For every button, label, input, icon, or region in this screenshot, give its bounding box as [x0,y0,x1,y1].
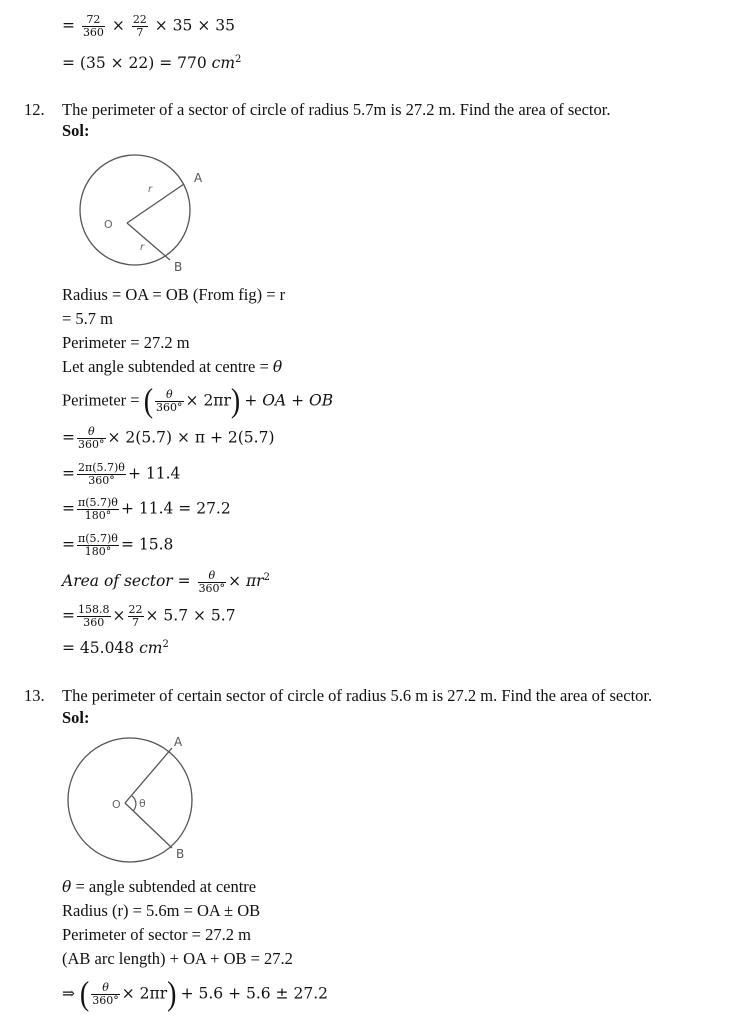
question-number-13: 13. [24,686,45,705]
label-b: B [176,847,185,861]
exponent: 2 [263,572,270,583]
label-o: O [112,798,121,811]
label-o: O [104,218,113,231]
equals-sign: = [62,428,75,447]
q12-line-10 [62,568,270,595]
fraction-22-7 [128,604,144,629]
label-r-oa: r [148,184,153,195]
numerator: θ [198,570,227,583]
expression: = 15.8 [120,535,174,554]
expression-rest: × 35 × 35 [154,16,235,35]
numerator: 22 [132,13,147,26]
question-12-text: The perimeter of a sector of circle of radius 5.7m is 27.2 m. Find the area of sector. [62,100,611,119]
radius-oa [125,748,172,803]
expression: × πr [228,572,264,591]
sector-figure-13 [62,730,212,868]
fraction-72-360 [82,14,105,39]
fraction [198,570,227,595]
fraction-theta-360 [155,389,184,414]
open-paren: ( [79,975,90,1013]
denominator: 360 [82,26,104,39]
denominator: 7 [132,616,139,629]
top-line-2 [62,50,241,73]
denominator: 360° [88,474,115,487]
equals-sign: = [62,606,75,625]
text: Perimeter = [62,390,144,410]
text: = angle subtended at centre [71,877,257,896]
q12-line-8 [62,497,231,522]
denominator: 360° [156,401,183,414]
exponent: 2 [235,54,242,65]
q12-line-6 [62,426,275,451]
close-paren: ) [230,382,241,420]
expression: × 2πr [185,391,231,410]
circle [68,738,192,862]
theta: θ [62,878,72,896]
numerator: θ [91,982,120,995]
label-a: A [174,735,183,749]
denominator: 360° [198,581,226,595]
expression: + 11.4 [127,464,181,483]
expression: × 5.7 × 5.7 [145,606,236,625]
expression-tail: + 5.6 + 5.6 ± 27.2 [180,984,328,1003]
close-paren: ) [167,975,177,1013]
unit: cm [139,639,163,658]
fraction [77,497,119,522]
q12-line-5 [62,382,334,420]
expression: × 2(5.7) × π + 2(5.7) [107,428,275,447]
theta: θ [272,358,283,376]
numerator: 72 [82,14,105,27]
question-number-12: 12. [24,100,45,119]
sol-label-12: Sol: [62,121,90,140]
q12-line-3: Perimeter = 27.2 m [62,333,190,352]
label-b: B [174,260,183,274]
q12-line-4 [62,357,282,377]
equals-sign: = [62,464,75,483]
exponent: 2 [162,639,169,650]
sector-figure-12 [70,148,220,276]
fraction-158.8-360 [77,604,111,629]
q13-line-2: Radius (r) = 5.6m = OA ± OB [62,901,261,920]
q13-line-5 [62,975,328,1013]
implies-sign: ⇒ [62,984,80,1003]
denominator: 180° [84,545,112,558]
fraction-theta-360 [91,982,120,1007]
text: Let angle subtended at centre = [62,357,273,376]
equals-sign: = [62,535,75,554]
numerator: 158.8 [78,603,110,616]
equals-sign: = [62,499,75,518]
q12-line-2: = 5.7 m [62,309,114,328]
open-paren: ( [143,382,154,420]
expression: × 2πr [121,984,168,1003]
text: Area of sector = [62,572,196,591]
q12-line-1: Radius = OA = OB (From fig) = r [62,285,286,304]
numerator: π(5.7)θ [78,532,118,545]
q12-line-7 [62,462,180,487]
expression: + 11.4 = 27.2 [120,499,231,518]
q12-line-11 [62,604,236,629]
expression-tail: + OA + OB [244,391,334,410]
q12-line-12 [62,635,169,658]
sol-label-13: Sol: [62,708,90,727]
numerator: 22 [128,603,143,616]
times-sign: × [111,16,125,35]
denominator: 360° [78,438,105,451]
label-a: A [194,171,203,185]
numerator: 2π(5.7)θ [78,461,125,474]
result: = 45.048 [62,639,140,658]
angle-arc [132,796,136,811]
q12-line-9 [62,533,173,558]
denominator: 360° [92,994,119,1007]
fraction-22-7 [132,14,148,39]
q13-line-3: Perimeter of sector = 27.2 m [62,925,251,944]
result-text: = (35 × 22) = 770 [62,54,212,73]
equals-sign: = [62,16,75,35]
top-line-1 [62,14,235,39]
label-r-ob: r [140,242,145,253]
radius-oa [127,184,184,223]
denominator: 180° [84,509,112,522]
question-13-text: The perimeter of certain sector of circle of radius 5.6 m is 27.2 m. Find the area of sector. [62,686,653,705]
label-theta: θ [139,797,146,810]
numerator: θ [155,389,184,402]
radius-ob [125,803,172,848]
fraction [77,462,126,487]
circle [80,155,190,265]
numerator: π(5.7)θ [78,496,118,509]
fraction [77,426,106,451]
fraction [77,533,119,558]
unit: cm [211,54,236,73]
radius-ob [127,223,170,260]
denominator: 7 [136,26,144,39]
numerator: θ [77,426,106,439]
q13-line-1 [62,877,256,897]
times-sign: × [112,606,126,625]
q13-line-4: (AB arc length) + OA + OB = 27.2 [62,949,293,968]
denominator: 360 [83,616,105,629]
